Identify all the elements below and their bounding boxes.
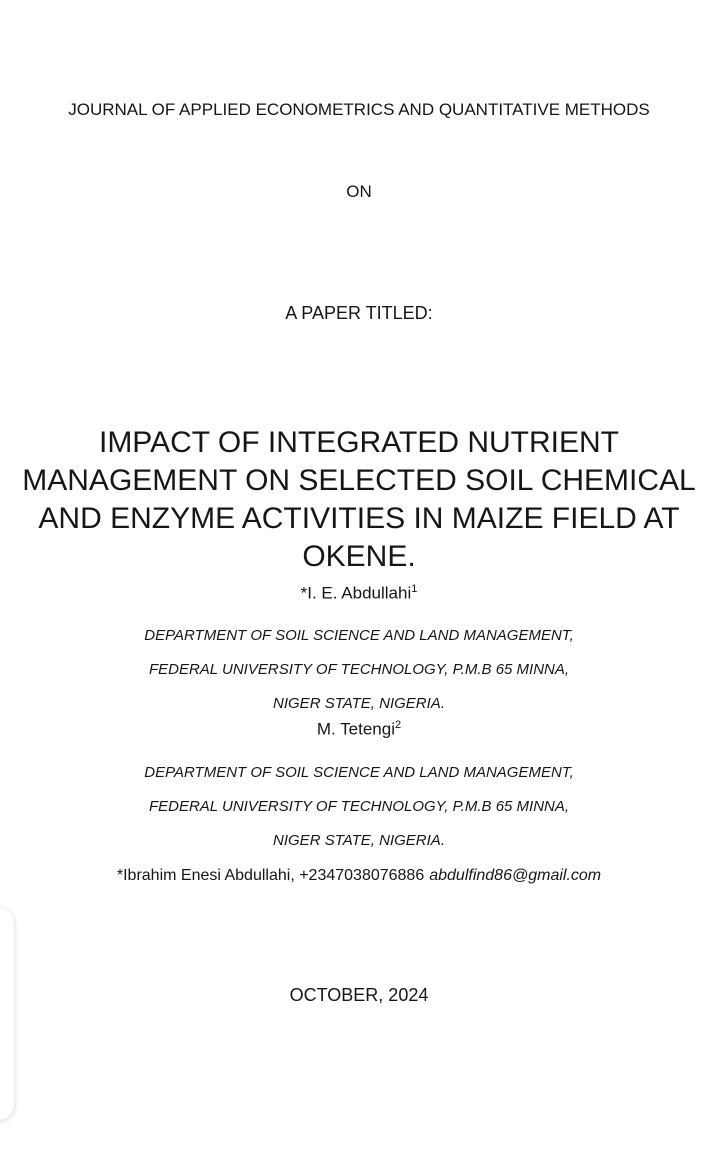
- author-affiliation-line: DEPARTMENT OF SOIL SCIENCE AND LAND MANAGEMENT,: [144, 764, 574, 781]
- paper-title-line: MANAGEMENT ON SELECTED SOIL CHEMICAL: [22, 464, 696, 497]
- contact-email: abdulfind86@gmail.com: [429, 867, 602, 884]
- author-name-1: [0, 583, 718, 604]
- corresponding-author-contact: [0, 867, 718, 885]
- contact-name-phone: *Ibrahim Enesi Abdullahi, +2347038076886: [116, 867, 425, 884]
- author-affiliation-line: NIGER STATE, NIGERIA.: [273, 832, 445, 849]
- author-name-2: [0, 719, 718, 740]
- author-superscript: 2: [395, 719, 402, 731]
- paper-title-line: IMPACT OF INTEGRATED NUTRIENT: [98, 426, 619, 459]
- author-affiliation-line: FEDERAL UNIVERSITY OF TECHNOLOGY, P.M.B 65 MINNA,: [148, 661, 570, 678]
- paper-title-line: AND ENZYME ACTIVITIES IN MAIZE FIELD AT: [38, 502, 680, 535]
- author-name-text: M. Tetengi: [316, 719, 395, 739]
- paper-title-line: OKENE.: [302, 540, 416, 573]
- author-affiliation-line: NIGER STATE, NIGERIA.: [273, 695, 445, 712]
- paper-title: [0, 424, 718, 576]
- author-affiliation-line: FEDERAL UNIVERSITY OF TECHNOLOGY, P.M.B 65 MINNA,: [148, 798, 570, 815]
- author-affiliation-line: DEPARTMENT OF SOIL SCIENCE AND LAND MANAGEMENT,: [144, 627, 574, 644]
- paper-titled-label: A PAPER TITLED:: [285, 303, 433, 323]
- publication-date: OCTOBER, 2024: [289, 985, 429, 1005]
- on-label: ON: [346, 182, 372, 201]
- journal-name: JOURNAL OF APPLIED ECONOMETRICS AND QUANTITATIVE METHODS: [68, 100, 650, 119]
- floating-panel-handle[interactable]: [0, 908, 14, 1120]
- author-name-text: *I. E. Abdullahi: [300, 583, 412, 603]
- author-superscript: 1: [411, 583, 418, 595]
